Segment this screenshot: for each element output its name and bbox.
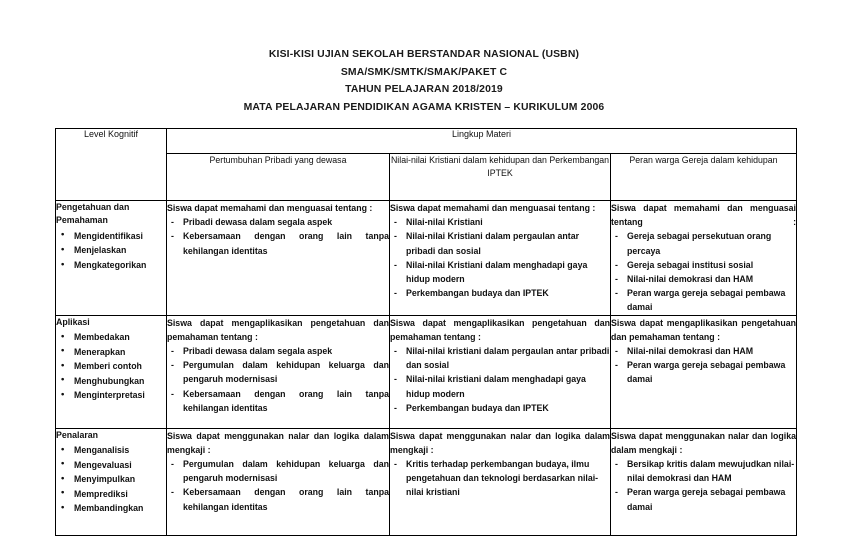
level-cell <box>56 201 167 316</box>
list-item: • Membedakan <box>56 330 166 345</box>
cell-lead-text: Siswa dapat memahami dan menguasai tentang : <box>611 203 796 228</box>
list-item: - Pergumulan dalam kehidupan keluarga dan pengaruh modernisasi <box>167 457 389 485</box>
cell-dash-list <box>390 457 610 500</box>
cell-lead-text: Siswa dapat memahami dan menguasai tentang : <box>390 203 596 213</box>
cell-dash-list <box>167 215 389 258</box>
level-title: Penalaran <box>56 429 99 440</box>
content-cell-pertumbuhan-pribadi <box>167 201 390 316</box>
content-cell-nilai-nilai-kristiani <box>390 315 611 428</box>
cell-dash-list <box>390 215 610 300</box>
list-item: - Nilai-nilai Kristiani dalam pergaulan antar pribadi dan sosial <box>390 229 610 257</box>
content-cell-pertumbuhan-pribadi <box>167 315 390 428</box>
table-row <box>56 315 797 428</box>
table-header <box>56 129 797 201</box>
level-cell <box>56 315 167 428</box>
level-bullet-list <box>56 443 166 516</box>
cell-dash-list <box>390 344 610 415</box>
cell-dash-list <box>611 344 796 387</box>
table-row <box>56 201 797 316</box>
list-item: - Perkembangan budaya dan IPTEK <box>390 286 610 300</box>
list-item: - Nilai-nilai kristiani dalam menghadapi gaya hidup modern <box>390 372 610 400</box>
content-cell-peran-warga-gereja <box>611 315 797 428</box>
list-item: • Menyimpulkan <box>56 472 166 487</box>
level-bullet-list <box>56 229 166 273</box>
cell-lead-text: Siswa dapat menggunakan nalar dan logika dalam mengkaji : <box>611 430 796 455</box>
header-row-sub <box>56 154 797 201</box>
level-title: Pengetahuan dan Pemahaman <box>56 202 130 226</box>
list-item: • Memprediksi <box>56 487 166 502</box>
cell-lead-text: Siswa dapat mengaplikasikan pengetahuan dan pemahaman tentang : <box>167 317 389 342</box>
list-item: • Mengkategorikan <box>56 258 166 273</box>
title-line-4: MATA PELAJARAN PENDIDIKAN AGAMA KRISTEN – KURIKULUM 2006 <box>243 101 605 113</box>
cell-dash-list <box>611 229 796 314</box>
list-item: - Kritis terhadap perkembangan budaya, ilmu pengetahuan dan teknologi berdasarkan nilai-nilai kristiani <box>390 457 610 500</box>
list-item: - Kebersamaan dengan orang lain tanpa kehilangan identitas <box>167 387 389 415</box>
header-col-peran-warga-gereja: Peran warga Gereja dalam kehidupan <box>611 154 797 201</box>
title-line-2: SMA/SMK/SMTK/SMAK/PAKET C <box>340 66 508 78</box>
cell-dash-list <box>167 457 389 514</box>
cell-lead-text: Siswa dapat mengaplikasikan pengetahuan dan pemahaman tentang : <box>390 317 610 342</box>
cell-lead-text: Siswa dapat menggunakan nalar dan logika dalam mengkaji : <box>390 430 610 455</box>
title-line-1: KISI-KISI UJIAN SEKOLAH BERSTANDAR NASIONAL (USBN) <box>268 49 580 60</box>
list-item: • Menjelaskan <box>56 243 166 258</box>
content-cell-peran-warga-gereja <box>611 201 797 316</box>
list-item: • Menginterpretasi <box>56 388 166 403</box>
header-col-pertumbuhan-pribadi: Pertumbuhan Pribadi yang dewasa <box>167 154 390 201</box>
list-item: - Pribadi dewasa dalam segala aspek <box>167 344 389 358</box>
list-item: - Nilai-nilai Kristiani <box>390 215 610 229</box>
level-title: Aplikasi <box>56 316 90 327</box>
document-title-block <box>0 0 848 116</box>
kisi-kisi-table-wrap <box>55 128 796 536</box>
kisi-kisi-table <box>55 128 797 536</box>
cell-lead-text: Siswa dapat mengaplikasikan pengetahuan dan pemahaman tentang : <box>611 317 796 342</box>
cell-lead-text: Siswa dapat memahami dan menguasai tentang : <box>167 203 373 213</box>
list-item: - Perkembangan budaya dan IPTEK <box>390 401 610 415</box>
header-col-nilai-nilai-kristiani: Nilai-nilai Kristiani dalam kehidupan dan Perkembangan IPTEK <box>390 154 611 201</box>
content-cell-nilai-nilai-kristiani <box>390 428 611 535</box>
list-item: - Pribadi dewasa dalam segala aspek <box>167 215 389 229</box>
cell-lead-text: Siswa dapat menggunakan nalar dan logika dalam mengkaji : <box>167 430 389 455</box>
content-cell-nilai-nilai-kristiani <box>390 201 611 316</box>
cell-dash-list <box>167 344 389 415</box>
content-cell-pertumbuhan-pribadi <box>167 428 390 535</box>
table-body <box>56 201 797 536</box>
list-item: - Nilai-nilai demokrasi dan HAM <box>611 272 796 286</box>
list-item: - Gereja sebagai persekutuan orang percaya <box>611 229 796 257</box>
list-item: • Membandingkan <box>56 501 166 516</box>
list-item: - Peran warga gereja sebagai pembawa damai <box>611 286 796 314</box>
list-item: - Nilai-nilai demokrasi dan HAM <box>611 344 796 358</box>
list-item: • Memberi contoh <box>56 359 166 374</box>
content-cell-peran-warga-gereja <box>611 428 797 535</box>
title-line-3: TAHUN PELAJARAN 2018/2019 <box>345 84 503 95</box>
list-item: - Kebersamaan dengan orang lain tanpa kehilangan identitas <box>167 485 389 513</box>
list-item: • Mengidentifikasi <box>56 229 166 244</box>
header-lingkup-materi: Lingkup Materi <box>167 129 797 154</box>
list-item: • Menghubungkan <box>56 374 166 389</box>
list-item: - Peran warga gereja sebagai pembawa damai <box>611 485 796 513</box>
level-cell <box>56 428 167 535</box>
level-bullet-list <box>56 330 166 403</box>
list-item: - Kebersamaan dengan orang lain tanpa kehilangan identitas <box>167 229 389 257</box>
header-row-top <box>56 129 797 154</box>
list-item: - Nilai-nilai kristiani dalam pergaulan antar pribadi dan sosial <box>390 344 610 372</box>
list-item: - Nilai-nilai Kristiani dalam menghadapi gaya hidup modern <box>390 258 610 286</box>
list-item: • Mengevaluasi <box>56 458 166 473</box>
table-row <box>56 428 797 535</box>
list-item: - Pergumulan dalam kehidupan keluarga dan pengaruh modernisasi <box>167 358 389 386</box>
header-level-kognitif: Level Kognitif <box>56 129 167 201</box>
list-item: - Bersikap kritis dalam mewujudkan nilai-nilai demokrasi dan HAM <box>611 457 796 485</box>
list-item: • Menerapkan <box>56 345 166 360</box>
list-item: - Gereja sebagai institusi sosial <box>611 258 796 272</box>
list-item: • Menganalisis <box>56 443 166 458</box>
list-item: - Peran warga gereja sebagai pembawa damai <box>611 358 796 386</box>
cell-dash-list <box>611 457 796 514</box>
